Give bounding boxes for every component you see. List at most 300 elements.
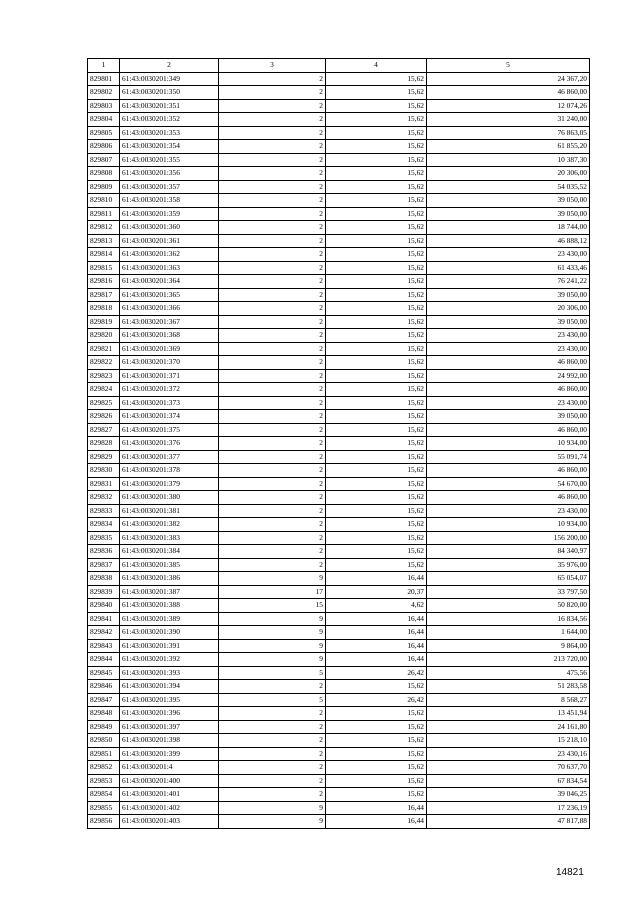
cell-col5: 84 340,97	[427, 545, 590, 559]
cell-col4: 16,44	[326, 626, 427, 640]
cell-col4: 4,62	[326, 599, 427, 613]
cell-cadastral-id: 61:43:0030201:349	[120, 72, 219, 86]
cell-col5: 475,56	[427, 666, 590, 680]
table-row	[88, 86, 590, 100]
cell-number: 829844	[88, 653, 120, 667]
cell-col4: 15,62	[326, 437, 427, 451]
cell-col3: 2	[219, 342, 326, 356]
cell-col3: 2	[219, 180, 326, 194]
cell-col4: 15,62	[326, 788, 427, 802]
cell-cadastral-id: 61:43:0030201:367	[120, 315, 219, 329]
cell-col3: 2	[219, 248, 326, 262]
table-row	[88, 221, 590, 235]
cell-cadastral-id: 61:43:0030201:391	[120, 639, 219, 653]
cell-col5: 39 050,00	[427, 288, 590, 302]
cell-col3: 2	[219, 126, 326, 140]
table-row	[88, 761, 590, 775]
cell-col3: 2	[219, 86, 326, 100]
table-row	[88, 126, 590, 140]
column-header: 5	[427, 59, 590, 73]
cell-number: 829806	[88, 140, 120, 154]
cell-cadastral-id: 61:43:0030201:370	[120, 356, 219, 370]
cell-col4: 16,44	[326, 653, 427, 667]
cell-col4: 15,62	[326, 518, 427, 532]
cell-col4: 15,62	[326, 248, 427, 262]
cell-number: 829849	[88, 720, 120, 734]
data-table	[87, 58, 590, 829]
cell-col5: 8 568,27	[427, 693, 590, 707]
cell-number: 829845	[88, 666, 120, 680]
cell-number: 829828	[88, 437, 120, 451]
cell-cadastral-id: 61:43:0030201:387	[120, 585, 219, 599]
cell-number: 829805	[88, 126, 120, 140]
cell-col4: 15,62	[326, 558, 427, 572]
cell-col4: 15,62	[326, 180, 427, 194]
cell-col5: 55 091,74	[427, 450, 590, 464]
cell-col4: 16,44	[326, 639, 427, 653]
cell-number: 829835	[88, 531, 120, 545]
table-row	[88, 626, 590, 640]
cell-col4: 15,62	[326, 491, 427, 505]
table-row	[88, 167, 590, 181]
cell-col5: 76 863,05	[427, 126, 590, 140]
column-header: 2	[120, 59, 219, 73]
header-row	[88, 59, 590, 73]
cell-col3: 5	[219, 666, 326, 680]
cell-col3: 2	[219, 720, 326, 734]
cell-cadastral-id: 61:43:0030201:353	[120, 126, 219, 140]
cell-cadastral-id: 61:43:0030201:360	[120, 221, 219, 235]
table-row	[88, 707, 590, 721]
table-row	[88, 356, 590, 370]
table-row	[88, 369, 590, 383]
cell-col5: 76 241,22	[427, 275, 590, 289]
cell-col4: 15,62	[326, 531, 427, 545]
cell-col5: 61 433,46	[427, 261, 590, 275]
cell-col4: 15,62	[326, 747, 427, 761]
cell-col4: 26,42	[326, 693, 427, 707]
cell-col5: 10 387,30	[427, 153, 590, 167]
cell-col4: 16,44	[326, 612, 427, 626]
cell-col4: 15,62	[326, 261, 427, 275]
cell-number: 829826	[88, 410, 120, 424]
cell-col5: 46 860,00	[427, 423, 590, 437]
cell-number: 829809	[88, 180, 120, 194]
cell-cadastral-id: 61:43:0030201:365	[120, 288, 219, 302]
cell-number: 829850	[88, 734, 120, 748]
cell-col5: 24 992,00	[427, 369, 590, 383]
table-row	[88, 410, 590, 424]
table-row	[88, 653, 590, 667]
table-row	[88, 288, 590, 302]
cell-col3: 2	[219, 734, 326, 748]
cell-col5: 39 046,25	[427, 788, 590, 802]
cell-col4: 15,62	[326, 275, 427, 289]
cell-cadastral-id: 61:43:0030201:383	[120, 531, 219, 545]
cell-col3: 2	[219, 356, 326, 370]
cell-col5: 39 050,00	[427, 207, 590, 221]
cell-col4: 15,62	[326, 72, 427, 86]
cell-col5: 9 864,00	[427, 639, 590, 653]
table-row	[88, 531, 590, 545]
cell-cadastral-id: 61:43:0030201:384	[120, 545, 219, 559]
cell-col3: 2	[219, 410, 326, 424]
cell-col5: 15 218,10	[427, 734, 590, 748]
table-row	[88, 72, 590, 86]
table-row	[88, 545, 590, 559]
table-row	[88, 275, 590, 289]
cell-col4: 15,62	[326, 234, 427, 248]
table-row	[88, 207, 590, 221]
cell-col3: 2	[219, 383, 326, 397]
cell-cadastral-id: 61:43:0030201:399	[120, 747, 219, 761]
table-row	[88, 693, 590, 707]
cell-number: 829801	[88, 72, 120, 86]
cell-col3: 2	[219, 504, 326, 518]
table-row	[88, 464, 590, 478]
cell-col3: 2	[219, 761, 326, 775]
cell-col4: 15,62	[326, 423, 427, 437]
cell-col3: 2	[219, 396, 326, 410]
cell-number: 829851	[88, 747, 120, 761]
cell-col4: 15,62	[326, 396, 427, 410]
cell-col5: 46 860,00	[427, 356, 590, 370]
cell-col5: 54 035,52	[427, 180, 590, 194]
table-row	[88, 558, 590, 572]
table-row	[88, 342, 590, 356]
cell-col4: 15,62	[326, 315, 427, 329]
cell-col5: 46 860,00	[427, 464, 590, 478]
table-row	[88, 329, 590, 343]
cell-col5: 47 817,88	[427, 815, 590, 829]
cell-cadastral-id: 61:43:0030201:359	[120, 207, 219, 221]
cell-cadastral-id: 61:43:0030201:369	[120, 342, 219, 356]
cell-col4: 15,62	[326, 734, 427, 748]
cell-number: 829847	[88, 693, 120, 707]
cell-number: 829816	[88, 275, 120, 289]
cell-col5: 61 855,20	[427, 140, 590, 154]
cell-col3: 2	[219, 707, 326, 721]
cell-cadastral-id: 61:43:0030201:402	[120, 801, 219, 815]
cell-cadastral-id: 61:43:0030201:381	[120, 504, 219, 518]
cell-number: 829811	[88, 207, 120, 221]
cell-col5: 156 200,00	[427, 531, 590, 545]
cell-col5: 13 451,94	[427, 707, 590, 721]
cell-col4: 16,44	[326, 572, 427, 586]
cell-col3: 2	[219, 113, 326, 127]
table-row	[88, 572, 590, 586]
page-number: 14821	[556, 867, 584, 878]
cell-col4: 15,62	[326, 167, 427, 181]
cell-col3: 2	[219, 531, 326, 545]
cell-number: 829815	[88, 261, 120, 275]
cell-col3: 2	[219, 329, 326, 343]
cell-col3: 2	[219, 369, 326, 383]
cell-col4: 15,62	[326, 477, 427, 491]
cell-number: 829838	[88, 572, 120, 586]
cell-cadastral-id: 61:43:0030201:358	[120, 194, 219, 208]
cell-number: 829821	[88, 342, 120, 356]
cell-number: 829819	[88, 315, 120, 329]
cell-col5: 17 236,19	[427, 801, 590, 815]
cell-col5: 24 161,80	[427, 720, 590, 734]
cell-col3: 9	[219, 572, 326, 586]
column-header: 1	[88, 59, 120, 73]
cell-col4: 15,62	[326, 207, 427, 221]
cell-col3: 2	[219, 140, 326, 154]
cell-col3: 2	[219, 680, 326, 694]
table-row	[88, 248, 590, 262]
cell-number: 829807	[88, 153, 120, 167]
cell-number: 829843	[88, 639, 120, 653]
cell-col3: 2	[219, 477, 326, 491]
cell-col5: 33 797,50	[427, 585, 590, 599]
cell-col4: 15,62	[326, 302, 427, 316]
table-row	[88, 518, 590, 532]
table-row	[88, 383, 590, 397]
table-row	[88, 396, 590, 410]
cell-cadastral-id: 61:43:0030201:352	[120, 113, 219, 127]
cell-col4: 15,62	[326, 720, 427, 734]
cell-cadastral-id: 61:43:0030201:389	[120, 612, 219, 626]
cell-col3: 2	[219, 153, 326, 167]
cell-col4: 20,37	[326, 585, 427, 599]
cell-number: 829829	[88, 450, 120, 464]
cell-col4: 15,62	[326, 680, 427, 694]
cell-col3: 2	[219, 207, 326, 221]
table-row	[88, 504, 590, 518]
cell-number: 829810	[88, 194, 120, 208]
cell-number: 829808	[88, 167, 120, 181]
cell-col5: 23 430,00	[427, 504, 590, 518]
cell-col3: 2	[219, 437, 326, 451]
table-row	[88, 788, 590, 802]
cell-cadastral-id: 61:43:0030201:397	[120, 720, 219, 734]
cell-col4: 15,62	[326, 369, 427, 383]
cell-col4: 15,62	[326, 194, 427, 208]
cell-number: 829840	[88, 599, 120, 613]
cell-col5: 46 888,12	[427, 234, 590, 248]
cell-col3: 5	[219, 693, 326, 707]
cell-cadastral-id: 61:43:0030201:371	[120, 369, 219, 383]
cell-number: 829820	[88, 329, 120, 343]
cell-number: 829824	[88, 383, 120, 397]
cell-col5: 54 670,00	[427, 477, 590, 491]
cell-cadastral-id: 61:43:0030201:379	[120, 477, 219, 491]
table-row	[88, 720, 590, 734]
cell-col4: 15,62	[326, 140, 427, 154]
cell-col3: 9	[219, 653, 326, 667]
cell-number: 829854	[88, 788, 120, 802]
cell-col4: 15,62	[326, 707, 427, 721]
cell-number: 829822	[88, 356, 120, 370]
cell-number: 829852	[88, 761, 120, 775]
cell-number: 829831	[88, 477, 120, 491]
table-row	[88, 450, 590, 464]
table-row	[88, 680, 590, 694]
cell-col5: 46 860,00	[427, 383, 590, 397]
cell-cadastral-id: 61:43:0030201:361	[120, 234, 219, 248]
table-body	[88, 72, 590, 828]
cell-col3: 17	[219, 585, 326, 599]
cell-col4: 15,62	[326, 504, 427, 518]
table-row	[88, 491, 590, 505]
cell-col4: 15,62	[326, 383, 427, 397]
cell-col5: 31 240,00	[427, 113, 590, 127]
cell-col5: 46 860,00	[427, 491, 590, 505]
cell-number: 829842	[88, 626, 120, 640]
cell-col3: 9	[219, 612, 326, 626]
cell-number: 829802	[88, 86, 120, 100]
column-header: 3	[219, 59, 326, 73]
cell-cadastral-id: 61:43:0030201:372	[120, 383, 219, 397]
cell-col3: 2	[219, 423, 326, 437]
table-row	[88, 666, 590, 680]
cell-number: 829827	[88, 423, 120, 437]
cell-number: 829813	[88, 234, 120, 248]
cell-col4: 16,44	[326, 815, 427, 829]
table-row	[88, 747, 590, 761]
cell-col4: 15,62	[326, 126, 427, 140]
cell-col5: 67 834,54	[427, 774, 590, 788]
cell-col5: 10 934,00	[427, 518, 590, 532]
cell-col3: 2	[219, 72, 326, 86]
cell-col5: 39 050,00	[427, 410, 590, 424]
cell-col3: 15	[219, 599, 326, 613]
cell-cadastral-id: 61:43:0030201:4	[120, 761, 219, 775]
cell-col4: 15,62	[326, 113, 427, 127]
cell-number: 829853	[88, 774, 120, 788]
cell-col3: 2	[219, 194, 326, 208]
cell-cadastral-id: 61:43:0030201:354	[120, 140, 219, 154]
cell-cadastral-id: 61:43:0030201:376	[120, 437, 219, 451]
cell-cadastral-id: 61:43:0030201:355	[120, 153, 219, 167]
table-row	[88, 180, 590, 194]
cell-col4: 15,62	[326, 329, 427, 343]
cell-col5: 23 430,00	[427, 342, 590, 356]
cell-col5: 46 860,00	[427, 86, 590, 100]
cell-cadastral-id: 61:43:0030201:400	[120, 774, 219, 788]
cell-col4: 15,62	[326, 356, 427, 370]
table-row	[88, 599, 590, 613]
cell-cadastral-id: 61:43:0030201:373	[120, 396, 219, 410]
table-row	[88, 113, 590, 127]
cell-col3: 2	[219, 288, 326, 302]
cell-col5: 213 720,00	[427, 653, 590, 667]
cell-col3: 2	[219, 491, 326, 505]
cell-number: 829836	[88, 545, 120, 559]
cell-col3: 2	[219, 464, 326, 478]
cell-col3: 2	[219, 315, 326, 329]
cell-cadastral-id: 61:43:0030201:377	[120, 450, 219, 464]
cell-col3: 2	[219, 167, 326, 181]
table-row	[88, 234, 590, 248]
table-row	[88, 774, 590, 788]
cell-col3: 9	[219, 639, 326, 653]
cell-cadastral-id: 61:43:0030201:403	[120, 815, 219, 829]
cell-col5: 39 050,00	[427, 194, 590, 208]
cell-col3: 2	[219, 450, 326, 464]
cell-col4: 15,62	[326, 86, 427, 100]
cell-col4: 15,62	[326, 221, 427, 235]
cell-col3: 2	[219, 302, 326, 316]
cell-number: 829834	[88, 518, 120, 532]
cell-number: 829837	[88, 558, 120, 572]
cell-cadastral-id: 61:43:0030201:350	[120, 86, 219, 100]
cell-number: 829841	[88, 612, 120, 626]
cell-col3: 2	[219, 788, 326, 802]
cell-col3: 2	[219, 774, 326, 788]
table-row	[88, 153, 590, 167]
cell-col3: 9	[219, 801, 326, 815]
cell-col4: 15,62	[326, 774, 427, 788]
cell-number: 829830	[88, 464, 120, 478]
cell-cadastral-id: 61:43:0030201:393	[120, 666, 219, 680]
cell-col5: 35 976,00	[427, 558, 590, 572]
table-row	[88, 315, 590, 329]
cell-col4: 16,44	[326, 801, 427, 815]
cell-cadastral-id: 61:43:0030201:395	[120, 693, 219, 707]
cell-cadastral-id: 61:43:0030201:390	[120, 626, 219, 640]
cell-cadastral-id: 61:43:0030201:362	[120, 248, 219, 262]
cell-col4: 15,62	[326, 464, 427, 478]
table-row	[88, 140, 590, 154]
cell-col5: 23 430,00	[427, 248, 590, 262]
cell-col3: 9	[219, 815, 326, 829]
cell-col3: 2	[219, 518, 326, 532]
cell-cadastral-id: 61:43:0030201:374	[120, 410, 219, 424]
cell-col3: 9	[219, 626, 326, 640]
cell-col5: 23 430,00	[427, 396, 590, 410]
cell-col4: 15,62	[326, 545, 427, 559]
cell-col4: 15,62	[326, 288, 427, 302]
table-row	[88, 423, 590, 437]
cell-number: 829825	[88, 396, 120, 410]
cell-col5: 16 834,56	[427, 612, 590, 626]
cell-col4: 15,62	[326, 99, 427, 113]
cell-cadastral-id: 61:43:0030201:378	[120, 464, 219, 478]
cell-cadastral-id: 61:43:0030201:392	[120, 653, 219, 667]
table-row	[88, 99, 590, 113]
cell-col5: 1 644,00	[427, 626, 590, 640]
cell-col3: 2	[219, 99, 326, 113]
cell-col4: 15,62	[326, 410, 427, 424]
cell-col5: 65 054,07	[427, 572, 590, 586]
cell-col5: 50 820,00	[427, 599, 590, 613]
cell-cadastral-id: 61:43:0030201:356	[120, 167, 219, 181]
cell-col4: 15,62	[326, 761, 427, 775]
table-row	[88, 477, 590, 491]
table-row	[88, 815, 590, 829]
cell-number: 829856	[88, 815, 120, 829]
cell-col5: 12 074,26	[427, 99, 590, 113]
cell-col5: 23 430,16	[427, 747, 590, 761]
cell-col5: 51 283,58	[427, 680, 590, 694]
cell-col5: 20 306,00	[427, 167, 590, 181]
cell-number: 829818	[88, 302, 120, 316]
table-row	[88, 302, 590, 316]
cell-cadastral-id: 61:43:0030201:386	[120, 572, 219, 586]
table-row	[88, 437, 590, 451]
table-row	[88, 734, 590, 748]
table-row	[88, 801, 590, 815]
cell-number: 829803	[88, 99, 120, 113]
cell-col3: 2	[219, 221, 326, 235]
cell-number: 829833	[88, 504, 120, 518]
cell-col3: 2	[219, 558, 326, 572]
cell-col4: 15,62	[326, 153, 427, 167]
cell-col3: 2	[219, 234, 326, 248]
